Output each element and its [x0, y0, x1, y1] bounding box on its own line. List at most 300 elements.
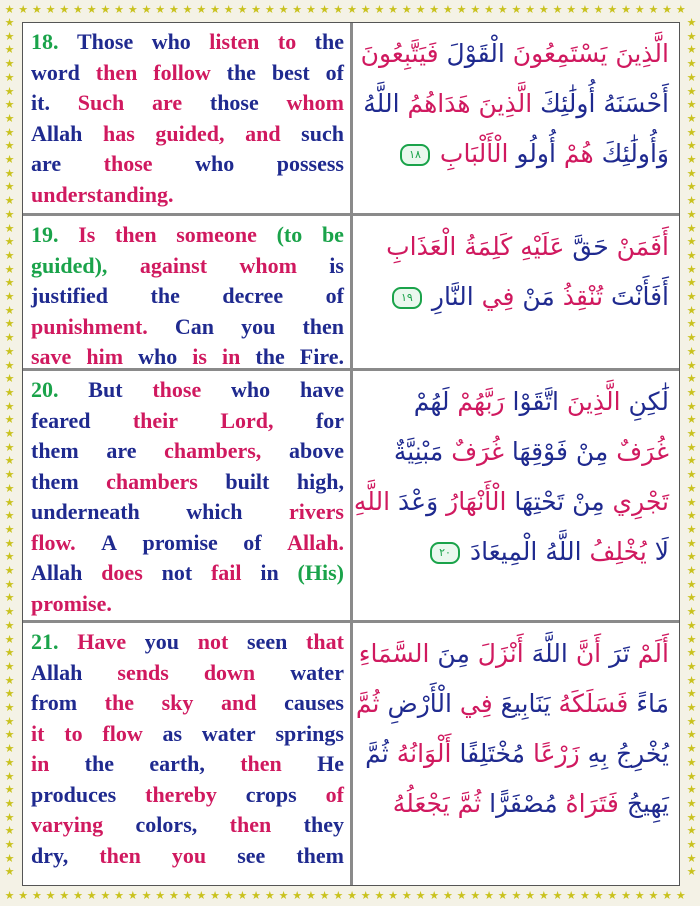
- arabic-word: تَجْرِي: [604, 487, 669, 516]
- border-star-icon: ★: [686, 399, 697, 413]
- english-word: then: [115, 222, 157, 247]
- english-word: the: [255, 344, 285, 369]
- border-star-icon: ★: [593, 889, 604, 902]
- english-word: (His): [297, 560, 344, 585]
- english-line: [31, 312, 344, 343]
- english-line: [31, 627, 344, 658]
- english-word: see: [237, 842, 266, 868]
- english-line: [31, 180, 344, 211]
- english-word: follow: [153, 59, 211, 85]
- english-word: springs: [275, 720, 344, 746]
- english-word: in: [31, 751, 50, 776]
- english-word: them: [296, 842, 344, 868]
- border-star-icon: ★: [686, 838, 697, 851]
- border-star-icon: ★: [686, 522, 697, 536]
- border-star-icon: ★: [4, 111, 15, 125]
- english-word: someone: [176, 222, 257, 247]
- border-star-icon: ★: [4, 865, 15, 879]
- border-star-icon: ★: [264, 889, 275, 902]
- arabic-verse-cell: [353, 216, 679, 368]
- border-star-icon: ★: [442, 889, 453, 902]
- border-star-icon: ★: [497, 889, 508, 902]
- english-word: crops: [245, 781, 297, 807]
- arabic-word: ثُمَّ: [355, 689, 380, 718]
- arabic-line: [363, 779, 669, 829]
- border-star-icon: ★: [686, 550, 697, 564]
- border-star-icon: ★: [429, 889, 440, 902]
- arabic-word: مُخْتَلِفًا: [451, 739, 526, 768]
- border-star-icon: ★: [347, 889, 357, 902]
- english-word: the: [226, 59, 256, 85]
- border-star-icon: ★: [686, 317, 697, 331]
- border-star-icon: ★: [4, 43, 15, 57]
- english-word: the: [84, 751, 114, 776]
- arabic-word: غُرَفٌ: [608, 437, 669, 466]
- english-word: fail: [210, 560, 242, 585]
- arabic-word: اللَّهِ: [353, 487, 391, 516]
- border-star-icon: ★: [686, 358, 697, 372]
- english-word: dry,: [31, 842, 69, 868]
- arabic-word: يُخْلِفُ: [581, 537, 647, 566]
- border-star-icon: ★: [686, 413, 697, 427]
- border-star-icon: ★: [686, 618, 697, 632]
- english-word: not: [197, 629, 229, 654]
- english-word: they: [303, 812, 344, 837]
- border-star-icon: ★: [86, 889, 97, 902]
- border-star-icon: ★: [31, 889, 42, 902]
- arabic-word: ثُمَّ: [365, 739, 389, 768]
- english-word: has: [102, 120, 135, 146]
- border-star-icon: ★: [686, 577, 697, 591]
- border-star-icon: ★: [4, 331, 15, 345]
- border-star-icon: ★: [686, 605, 697, 619]
- english-word: listen: [209, 29, 260, 54]
- border-star-icon: ★: [73, 889, 83, 902]
- border-star-icon: ★: [196, 889, 207, 902]
- border-star-icon: ★: [4, 276, 15, 290]
- border-star-icon: ★: [114, 3, 125, 16]
- english-word: have: [299, 377, 344, 402]
- english-word: Fire.: [299, 344, 344, 369]
- arabic-word: أُولُو: [508, 139, 556, 168]
- arabic-line: [363, 427, 669, 477]
- english-word: them: [31, 468, 79, 494]
- arabic-word: فَيَتَّبِعُونَ: [360, 39, 439, 68]
- english-word: of: [243, 529, 262, 555]
- border-star-icon: ★: [686, 290, 697, 303]
- arabic-word: رَبَّهُمْ: [449, 387, 505, 416]
- english-word: as: [162, 720, 183, 746]
- border-star-icon: ★: [278, 889, 289, 902]
- border-star-icon: ★: [4, 372, 15, 386]
- arabic-word: فَسَلَكَهُ: [550, 689, 629, 718]
- english-line: [31, 780, 344, 811]
- border-star-icon: ★: [4, 659, 15, 673]
- english-word: in: [260, 560, 279, 585]
- border-star-icon: ★: [4, 139, 15, 153]
- arabic-line: [363, 222, 669, 272]
- border-star-icon: ★: [141, 3, 152, 16]
- arabic-verse-cell: [353, 23, 679, 213]
- border-star-icon: ★: [4, 889, 15, 902]
- english-word: their: [132, 407, 179, 433]
- english-word: water: [201, 720, 256, 746]
- english-word: does: [101, 560, 143, 585]
- english-word: it.: [31, 90, 50, 115]
- border-star-icon: ★: [511, 3, 522, 16]
- border-star-icon: ★: [686, 331, 697, 345]
- english-word: flow: [102, 720, 143, 746]
- border-star-icon: ★: [251, 889, 262, 902]
- border-star-icon: ★: [251, 3, 262, 16]
- border-star-icon: ★: [4, 769, 15, 783]
- border-star-icon: ★: [686, 851, 697, 865]
- arabic-word: الْمِيعَادَ: [462, 537, 538, 566]
- english-word: Allah: [31, 560, 83, 585]
- english-word: guided,: [155, 120, 225, 146]
- english-word: those: [103, 151, 153, 176]
- english-line: [31, 810, 344, 841]
- border-star-icon: ★: [442, 3, 453, 16]
- border-star-icon: ★: [168, 3, 179, 16]
- border-star-icon: ★: [18, 3, 29, 16]
- border-star-icon: ★: [141, 889, 152, 902]
- border-star-icon: ★: [4, 495, 15, 509]
- arabic-word: اللَّهُ: [537, 537, 582, 566]
- border-star-icon: ★: [4, 522, 15, 536]
- border-star-icon: ★: [223, 3, 234, 16]
- english-word: are: [106, 438, 137, 463]
- arabic-word: يَجْعَلُهُ: [392, 789, 450, 818]
- border-star-icon: ★: [59, 3, 70, 16]
- border-star-icon: ★: [4, 262, 15, 276]
- english-line: [31, 719, 344, 750]
- english-word: A: [101, 529, 117, 555]
- english-line: [31, 149, 344, 180]
- arabic-word: السَّمَاءِ: [358, 639, 430, 668]
- english-translation-cell: [23, 623, 353, 885]
- english-word: to: [64, 720, 83, 746]
- border-star-icon: ★: [223, 889, 234, 902]
- arabic-word: هَدَاهُمُ: [399, 89, 471, 118]
- border-star-icon: ★: [4, 755, 15, 769]
- border-star-icon: ★: [648, 3, 659, 16]
- border-star-icon: ★: [621, 3, 631, 16]
- english-line: [31, 119, 344, 150]
- english-word: of: [325, 781, 344, 807]
- arabic-word: لَهُمْ: [413, 387, 450, 416]
- border-star-icon: ★: [4, 673, 15, 687]
- english-word: for: [315, 407, 344, 433]
- arabic-word: غُرَفٌ: [443, 437, 504, 466]
- arabic-line: [358, 629, 669, 679]
- arabic-word: حَقَّ: [564, 232, 609, 261]
- border-star-icon: ★: [4, 344, 15, 358]
- english-word: chambers,: [164, 438, 262, 463]
- english-word: the: [150, 283, 180, 308]
- border-star-icon: ★: [4, 714, 15, 728]
- english-word: you: [241, 313, 276, 339]
- border-star-icon: ★: [237, 889, 248, 902]
- border-star-icon: ★: [4, 98, 15, 112]
- border-star-icon: ★: [686, 632, 697, 646]
- border-star-icon: ★: [4, 536, 15, 550]
- english-word: the: [104, 690, 134, 715]
- arabic-word: مَاءً: [628, 689, 669, 718]
- border-star-icon: ★: [511, 889, 522, 902]
- arabic-line: [363, 272, 669, 322]
- border-star-icon: ★: [4, 125, 15, 139]
- border-star-icon: ★: [100, 3, 111, 16]
- border-star-icon: ★: [210, 3, 220, 16]
- border-star-icon: ★: [566, 3, 577, 16]
- border-star-icon: ★: [4, 153, 15, 166]
- arabic-word: أَفَمَنْ: [608, 232, 669, 261]
- border-star-icon: ★: [388, 889, 399, 902]
- english-word: promise: [142, 529, 218, 555]
- english-word: is: [192, 344, 207, 369]
- arabic-word: الَّذِينَ: [558, 387, 621, 416]
- english-line: [31, 467, 344, 498]
- english-word: who: [138, 344, 178, 369]
- verse-number: 20.: [31, 377, 59, 402]
- english-word: understanding.: [31, 181, 174, 207]
- ayah-number-badge: ٢٠: [430, 542, 460, 564]
- english-word: be: [321, 222, 344, 247]
- english-word: produces: [31, 781, 117, 807]
- border-star-icon: ★: [686, 454, 697, 468]
- arabic-word: وَعْدَ: [390, 487, 439, 516]
- english-line: [31, 375, 344, 406]
- border-star-icon: ★: [593, 3, 604, 16]
- border-star-icon: ★: [552, 3, 563, 16]
- border-star-icon: ★: [4, 796, 15, 810]
- border-star-icon: ★: [686, 166, 697, 180]
- border-star-icon: ★: [292, 889, 303, 902]
- english-word: possess: [276, 151, 344, 176]
- border-star-icon: ★: [4, 194, 15, 208]
- border-star-icon: ★: [4, 646, 15, 660]
- border-star-icon: ★: [686, 194, 697, 208]
- english-word: Those: [76, 29, 134, 54]
- border-star-icon: ★: [264, 3, 275, 16]
- border-star-icon: ★: [686, 564, 697, 577]
- arabic-line: [363, 527, 669, 577]
- arabic-line: [355, 679, 669, 729]
- border-star-icon: ★: [155, 889, 166, 902]
- english-translation-cell: [23, 216, 353, 368]
- english-word: Such: [77, 90, 125, 115]
- border-star-icon: ★: [4, 303, 15, 317]
- english-word: varying: [31, 812, 104, 837]
- border-star-icon: ★: [4, 824, 15, 838]
- english-word: justified: [31, 283, 108, 308]
- border-star-icon: ★: [4, 481, 15, 495]
- border-star-icon: ★: [686, 728, 697, 742]
- arabic-word: وَأُولَٰئِكَ: [593, 139, 669, 168]
- arabic-verse-cell: [353, 623, 679, 885]
- english-word: in: [222, 344, 241, 369]
- arabic-word: مَبْنِيَّةٌ: [393, 437, 444, 466]
- border-star-icon: ★: [4, 248, 15, 262]
- verse-row-20: [23, 371, 679, 623]
- english-word: whom: [239, 252, 297, 278]
- border-star-icon: ★: [4, 564, 15, 577]
- arabic-word: اتَّقَوْا: [504, 387, 559, 416]
- arabic-word: فِي: [473, 282, 515, 311]
- border-star-icon: ★: [686, 742, 697, 756]
- arabic-verse-cell: [353, 371, 679, 620]
- english-line: [31, 251, 344, 282]
- border-star-icon: ★: [686, 810, 697, 824]
- verse-row-18: [23, 23, 679, 216]
- border-star-icon: ★: [470, 3, 481, 16]
- border-star-icon: ★: [4, 385, 15, 399]
- border-star-icon: ★: [686, 153, 697, 166]
- english-word: feared: [31, 407, 91, 433]
- border-star-icon: ★: [686, 180, 697, 194]
- english-word: then: [95, 59, 138, 85]
- arabic-word: الْعَذَابِ: [386, 232, 457, 261]
- english-word: down: [203, 659, 256, 685]
- border-star-icon: ★: [686, 303, 697, 317]
- english-word: which: [186, 499, 243, 524]
- border-star-icon: ★: [4, 3, 15, 16]
- border-star-icon: ★: [4, 454, 15, 468]
- border-star-icon: ★: [127, 3, 138, 16]
- arabic-word: الْقَوْلَ: [438, 39, 505, 68]
- english-word: punishment.: [31, 313, 148, 339]
- border-star-icon: ★: [4, 701, 15, 714]
- border-star-icon: ★: [4, 427, 15, 440]
- english-line: [31, 841, 344, 872]
- border-star-icon: ★: [662, 889, 673, 902]
- english-word: those: [152, 377, 202, 402]
- arabic-word: أَحْسَنَهُ: [595, 89, 669, 118]
- border-star-icon: ★: [4, 290, 15, 303]
- quran-translation-page: [22, 22, 680, 886]
- english-word: colors,: [135, 812, 198, 837]
- english-word: you: [144, 629, 180, 654]
- english-word: you: [171, 842, 207, 868]
- border-star-icon: ★: [4, 317, 15, 331]
- border-star-icon: ★: [374, 889, 385, 902]
- arabic-word: لَا: [646, 537, 669, 566]
- english-word: are: [151, 90, 183, 115]
- arabic-word: الْأَلْبَابِ: [431, 139, 509, 168]
- border-star-icon: ★: [686, 385, 697, 399]
- arabic-word: أَلَمْ: [629, 639, 669, 668]
- border-star-icon: ★: [675, 889, 686, 902]
- border-star-icon: ★: [73, 3, 83, 16]
- english-word: underneath: [31, 499, 140, 524]
- english-word: whom: [286, 90, 344, 115]
- arabic-word: مُصْفَرًّا: [481, 789, 558, 818]
- english-translation-cell: [23, 23, 353, 213]
- english-word: built: [225, 468, 270, 494]
- border-star-icon: ★: [686, 427, 697, 440]
- english-word: seen: [247, 629, 288, 654]
- border-star-icon: ★: [686, 84, 697, 98]
- verse-row-21: [23, 623, 679, 885]
- border-star-icon: ★: [4, 180, 15, 194]
- border-star-icon: ★: [686, 865, 697, 879]
- border-star-icon: ★: [31, 3, 42, 16]
- border-star-icon: ★: [4, 399, 15, 413]
- border-star-icon: ★: [4, 29, 15, 43]
- border-star-icon: ★: [686, 824, 697, 838]
- border-star-icon: ★: [4, 57, 15, 71]
- arabic-word: أَنْزَلَ: [469, 639, 524, 668]
- border-star-icon: ★: [470, 889, 481, 902]
- english-word: is: [329, 252, 344, 278]
- border-star-icon: ★: [686, 43, 697, 57]
- arabic-word: أَفَأَنْتَ: [603, 282, 669, 311]
- english-word: Allah.: [287, 529, 344, 555]
- border-star-icon: ★: [4, 16, 15, 29]
- border-star-icon: ★: [4, 810, 15, 824]
- border-star-icon: ★: [686, 701, 697, 714]
- english-word: thereby: [145, 781, 217, 807]
- border-star-icon: ★: [333, 3, 344, 16]
- border-star-icon: ★: [686, 139, 697, 153]
- border-star-icon: ★: [100, 889, 111, 902]
- arabic-word: هُمْ: [555, 139, 594, 168]
- border-star-icon: ★: [686, 248, 697, 262]
- border-star-icon: ★: [686, 372, 697, 386]
- english-word: him: [86, 344, 124, 369]
- border-star-icon: ★: [607, 3, 618, 16]
- english-word: decree: [222, 283, 284, 308]
- arabic-word: يَنَابِيعَ: [492, 689, 551, 718]
- arabic-word: فَتَرَاهُ: [557, 789, 619, 818]
- arabic-word: أُولَٰئِكَ: [532, 89, 596, 118]
- english-word: sends: [117, 659, 169, 685]
- border-star-icon: ★: [4, 687, 15, 701]
- english-line: [31, 497, 344, 528]
- border-star-icon: ★: [4, 838, 15, 851]
- border-star-icon: ★: [686, 687, 697, 701]
- arabic-word: ثُمَّ: [449, 789, 482, 818]
- english-line: [31, 27, 344, 58]
- border-star-icon: ★: [4, 632, 15, 646]
- border-star-icon: ★: [4, 166, 15, 180]
- border-star-icon: ★: [45, 889, 56, 902]
- english-word: then: [240, 751, 282, 776]
- border-star-icon: ★: [59, 889, 70, 902]
- border-star-icon: ★: [182, 889, 193, 902]
- border-star-icon: ★: [360, 3, 371, 16]
- border-star-icon: ★: [4, 468, 15, 482]
- border-star-icon: ★: [686, 714, 697, 728]
- border-star-icon: ★: [196, 3, 207, 16]
- arabic-word: النَّارِ: [423, 282, 474, 311]
- border-star-icon: ★: [686, 98, 697, 112]
- border-star-icon: ★: [292, 3, 303, 16]
- english-word: that: [306, 629, 344, 654]
- border-star-icon: ★: [497, 3, 508, 16]
- border-star-icon: ★: [686, 29, 697, 43]
- english-word: from: [31, 690, 78, 715]
- arabic-word: كَلِمَةُ: [456, 232, 513, 261]
- arabic-word: يُخْرِجُ: [608, 739, 669, 768]
- border-star-icon: ★: [525, 3, 536, 16]
- english-word: chambers: [106, 468, 198, 494]
- english-word: causes: [284, 690, 344, 715]
- english-word: then: [99, 842, 141, 868]
- border-star-icon: ★: [305, 3, 316, 16]
- border-star-icon: ★: [686, 755, 697, 769]
